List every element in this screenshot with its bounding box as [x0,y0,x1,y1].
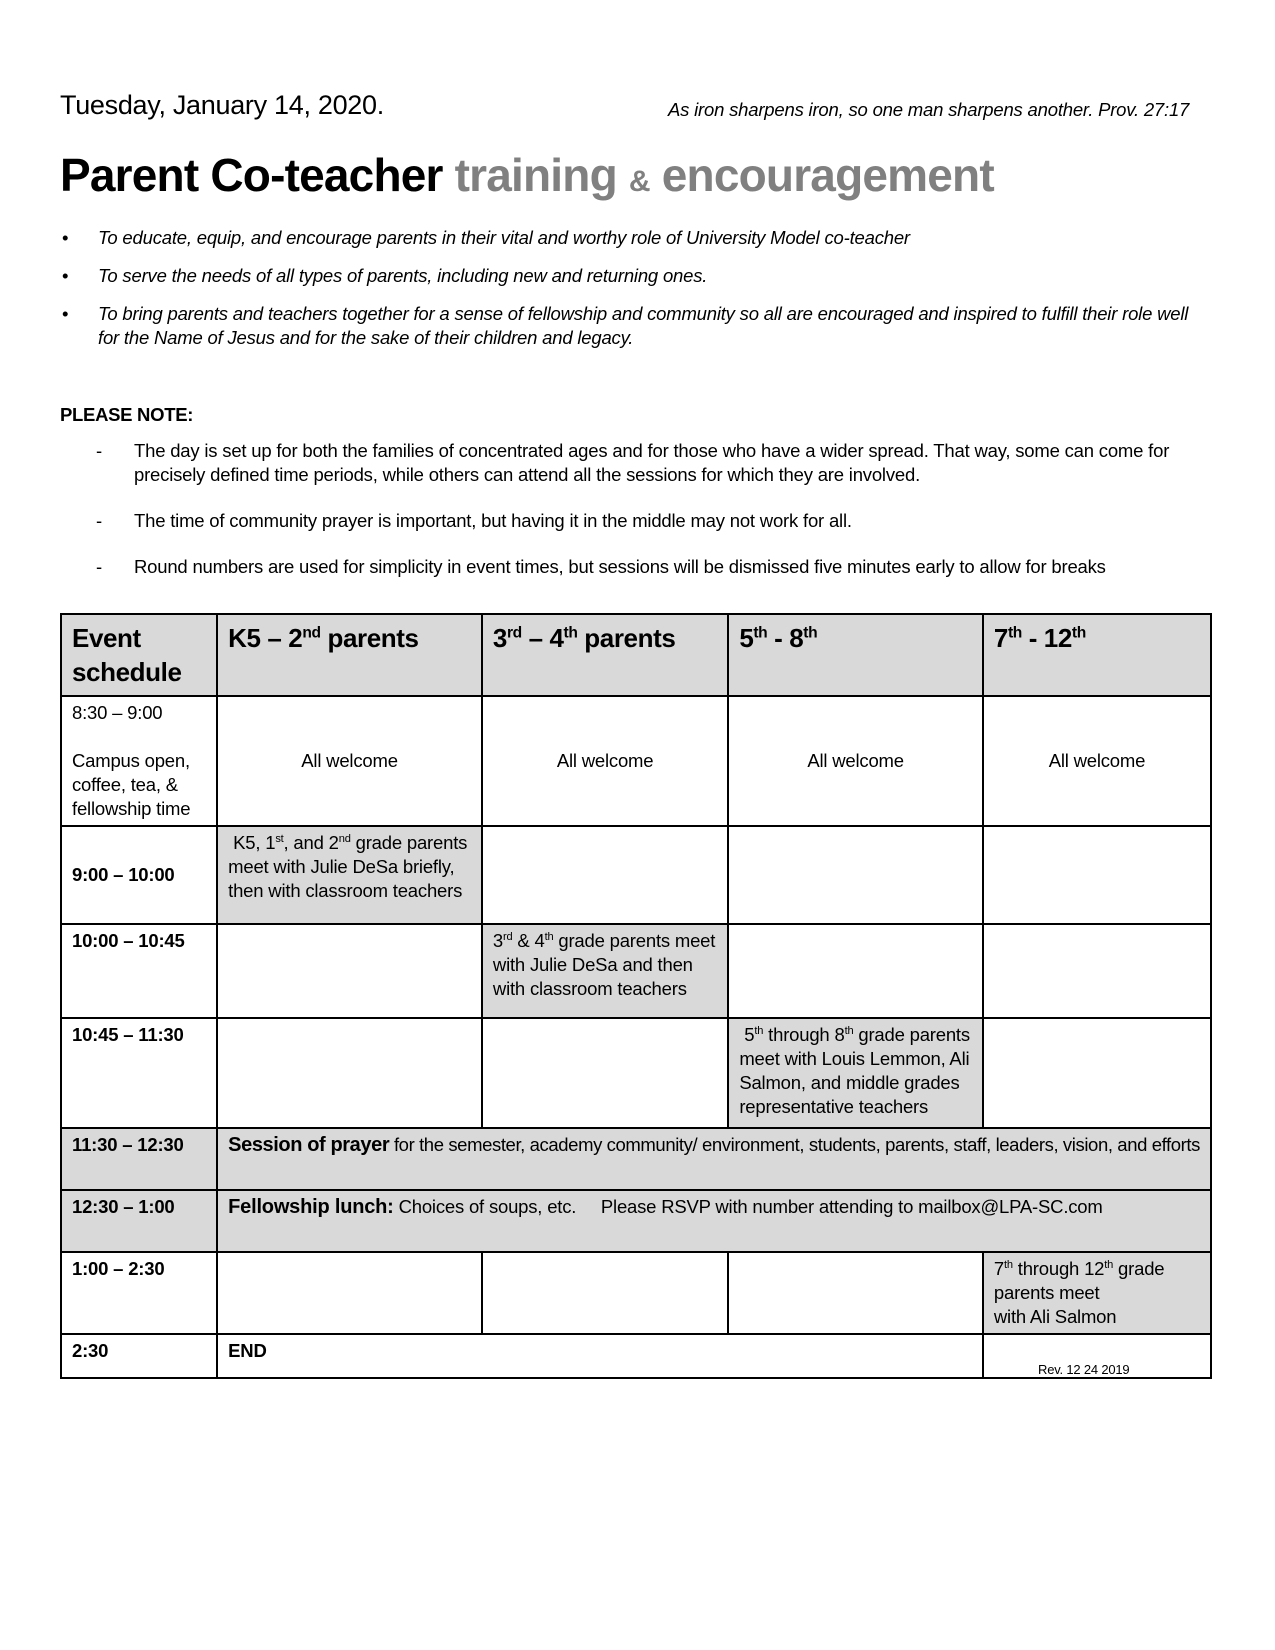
bullet-icon: • [62,303,69,324]
time-description: Campus open, coffee, tea, & fellowship time [72,750,191,819]
title-training: training [454,149,617,201]
empty-cell [983,826,1211,924]
empty-cell [482,826,728,924]
session-cell-5th-8th: 5th through 8th grade parents meet with Louis Lemmon, Ali Salmon, and middle grades representative teachers [728,1018,983,1128]
header-k5-2nd: K5 – 2nd parents [217,614,482,696]
note-heading: PLEASE NOTE: [60,404,194,425]
session-cell-7th-12th: 7th through 12th grade parents meet with Ali Salmon [983,1252,1211,1334]
empty-cell [983,1018,1211,1128]
title-encouragement: encouragement [661,149,994,201]
bullet-icon: • [62,265,69,286]
time-cell: 10:00 – 10:45 [61,924,217,1018]
dash-icon: - [96,556,102,577]
time-cell: 1:00 – 2:30 [61,1252,217,1334]
goal-item: • To educate, equip, and encourage parents in their vital and worthy role of University Model co-teacher [62,227,910,248]
welcome-cell: All welcome [217,696,482,826]
empty-cell [728,826,983,924]
header-event-schedule: Event schedule [61,614,217,696]
table-row [61,1252,1211,1334]
title-bold: Parent Co-teacher [60,149,443,201]
table-row [61,1018,1211,1128]
empty-cell [983,924,1211,1018]
goal-item: • To serve the needs of all types of parents, including new and returning ones. [62,265,708,286]
table-row [61,826,1211,924]
event-schedule-table [60,613,1212,1379]
page-title [60,148,994,202]
header-7th-12th: 7th - 12th [983,614,1211,696]
empty-cell [482,1252,728,1334]
end-cell: END [217,1334,983,1378]
note-item: - Round numbers are used for simplicity in event times, but sessions will be dismissed five minutes early to allow for breaks [96,556,1106,577]
note-item: - The day is set up for both the families of concentrated ages and for those who have a wider spread. That way, some can come for precisely defined time periods, while others can attend all the sessions for which they are involved. [96,440,1170,485]
empty-cell [728,924,983,1018]
time-label: 8:30 – 9:00 [72,702,163,723]
time-cell: 2:30 [61,1334,217,1378]
note-item: - The time of community prayer is important, but having it in the middle may not work for all. [96,510,852,531]
revision-note: Rev. 12 24 2019 [1038,1362,1130,1377]
table-row [61,1128,1211,1190]
time-cell: 10:45 – 11:30 [61,1018,217,1128]
bible-verse: As iron sharpens iron, so one man sharpens another. Prov. 27:17 [668,99,1190,120]
empty-cell [217,924,482,1018]
empty-cell [217,1018,482,1128]
bullet-icon: • [62,227,69,248]
header-5th-8th: 5th - 8th [728,614,983,696]
lunch-cell: Fellowship lunch: Choices of soups, etc. Please RSVP with number attending to mailbox@LPA-SC.com [217,1190,1211,1252]
time-cell: 9:00 – 10:00 [61,826,217,924]
empty-cell [482,1018,728,1128]
welcome-cell: All welcome [983,696,1211,826]
notes-list [92,439,1212,579]
prayer-session-cell: Session of prayer for the semester, academy community/ environment, students, parents, staff, leaders, vision, and efforts [217,1128,1211,1190]
table-row [61,696,1211,826]
time-cell: 11:30 – 12:30 [61,1128,217,1190]
session-cell-k5: K5, 1st, and 2nd grade parents meet with Julie DeSa briefly, then with classroom teachers [217,826,482,924]
welcome-cell: All welcome [728,696,983,826]
session-cell-3rd-4th: 3rd & 4th grade parents meet with Julie DeSa and then with classroom teachers [482,924,728,1018]
time-cell: 12:30 – 1:00 [61,1190,217,1252]
dash-icon: - [96,440,102,461]
empty-cell [217,1252,482,1334]
event-date: Tuesday, January 14, 2020. [60,90,384,120]
table-row [61,924,1211,1018]
empty-cell [728,1252,983,1334]
table-row [61,1190,1211,1252]
title-ampersand: & [628,165,650,198]
time-cell [61,696,217,826]
header-3rd-4th: 3rd – 4th parents [482,614,728,696]
welcome-cell: All welcome [482,696,728,826]
goals-list [60,226,1210,364]
dash-icon: - [96,510,102,531]
goal-item: • To bring parents and teachers together for a sense of fellowship and community so all are encouraged and inspired to fulfill their role well for the Name of Jesus and for the sake of their children and legacy. [62,303,1189,348]
table-header-row [61,614,1211,696]
